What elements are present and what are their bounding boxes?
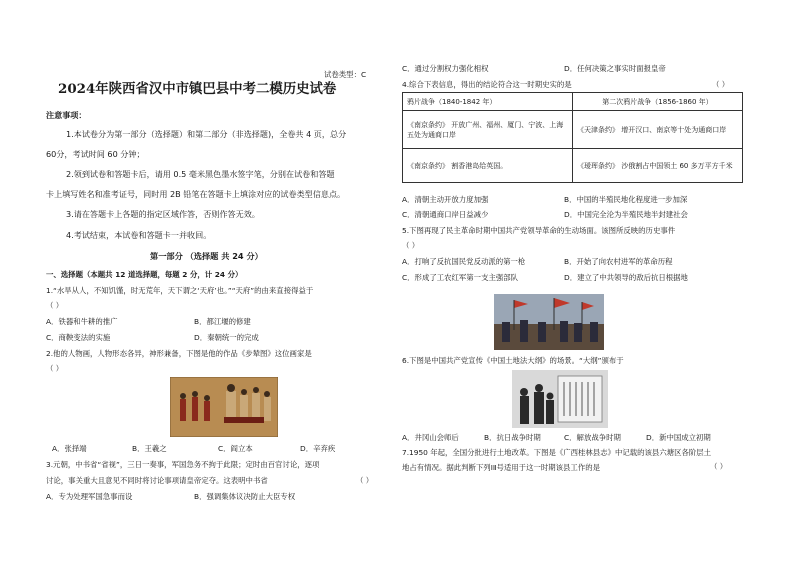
page-title: 2024年陕西省汉中市镇巴县中考二模历史试卷 (58, 81, 337, 97)
q4-option-c: C．清朝通商口岸日益减少 (402, 210, 489, 219)
q3-stem-2: 讨论，事关重大且意见不同时将讨论事项请皇帝定夺。这表明中书省 (46, 476, 268, 485)
land-law-propaganda-image (512, 370, 608, 428)
note-line-2: 60分，考试时间 60 分钟； (46, 149, 145, 159)
q4-option-b: B．中国的半殖民地化程度进一步加深 (564, 195, 688, 204)
q3-paren: （ ） (356, 476, 374, 485)
q6-option-c: C．解放战争时期 (564, 433, 621, 442)
note-line-4: 卡上填写姓名和准考证号，同时用 2B 铅笔在答题卡上填涂对应的试卷类型信息点。 (46, 189, 346, 199)
note-line-6: 4.考试结束，本试卷和答题卡一并收回。 (66, 230, 212, 240)
table-cell-nanjing-ports: 《南京条约》 开放广州、福州、厦门、宁波、上海五处为通商口岸 (403, 111, 573, 149)
q7-stem-1: 7.1950 年起，全国分批进行土地改革。下图是《广西桂林县志》中记载的该县六塘区各阶层土 (402, 448, 712, 457)
table-cell-tianjin-ports: 《天津条约》 增开汉口、南京等十处为通商口岸 (573, 111, 743, 149)
q3-option-d: D．任何决策之事实时面报皇帝 (564, 64, 666, 73)
q1-stem: 1.“水旱从人，不知饥馑，时无荒年，天下谓之‘天府’也。”“天府”的由来直接得益于 (46, 286, 314, 295)
q3-option-c: C．通过分割权力强化相权 (402, 64, 489, 73)
q3-stem-1: 3.元朝，中书省“省视”，三日一奏事，军国急务不拘于此限；定时由百官讨论，逐项 (46, 460, 320, 469)
q5-option-a: A．打响了反抗国民党反动派的第一枪 (402, 257, 526, 266)
q7-stem-2: 地占有情况。据此判断下列ⅠⅡ号适用于这一时期该县工作的是 (402, 463, 600, 472)
q4-stem: 4.综合下表信息，得出的结论符合这一时期史实的是 (402, 80, 572, 89)
q2-paren: （ ） (46, 364, 64, 373)
exam-type: 试卷类型：C (324, 70, 367, 79)
q1-paren: （ ） (46, 301, 64, 310)
table-header-second-opium-war: 第二次鸦片战争（1856-1860 年） (573, 93, 743, 111)
uprising-painting-image (494, 294, 604, 350)
q1-option-b: B．都江堰的修建 (194, 317, 251, 326)
q5-option-c: C．形成了工农红军第一支主强部队 (402, 273, 519, 282)
section1-title: 第一部分 （选择题 共 24 分） (150, 251, 263, 261)
q2-option-c: C．阎立本 (218, 444, 253, 453)
table-cell-nanjing-hongkong: 《南京条约》 割香港岛给英国。 (403, 149, 573, 183)
q3-option-a: A．专为处理军国急事而设 (46, 492, 133, 501)
q5-paren: （ ） (402, 241, 420, 250)
q6-option-b: B．抗日战争时期 (484, 433, 541, 442)
q3-option-b: B．强调集体议决防止大臣专权 (194, 492, 296, 501)
table-header-opium-war: 鸦片战争（1840-1842 年） (403, 93, 573, 111)
section1-instruction: 一、选择题（本题共 12 道选择题，每题 2 分，计 24 分） (46, 270, 243, 279)
q7-paren: （ ） (710, 462, 728, 471)
q2-stem: 2.他的人物画，人物形态各异，神形兼备，下图是他的作品《步辇图》这位画家是 (46, 349, 312, 358)
q1-option-d: D．秦朝统一的完成 (194, 333, 259, 342)
q2-option-a: A．张择端 (52, 444, 87, 453)
q6-stem: 6.下图是中国共产党宣传《中国土地法大纲》的场景。“大纲”颁布于 (402, 356, 624, 365)
q4-option-a: A．清朝主动开放力度加强 (402, 195, 489, 204)
note-line-1: 1.本试卷分为第一部分（选择题）和第二部分（非选择题)，全卷共 4 页，总分 (66, 129, 347, 139)
bunian-painting-image (170, 377, 278, 437)
table-cell-aigun-territory: 《瑷珲条约》 沙俄割占中国领土 60 多万平方千米 (573, 149, 743, 183)
q5-stem: 5.下图再现了民主革命时期中国共产党领导革命的生动场面。该图所反映的历史事件 (402, 226, 676, 235)
q4-paren: （ ） (712, 80, 730, 89)
q5-option-d: D．建立了中共领导的敌后抗日根据地 (564, 273, 688, 282)
q2-option-b: B．王羲之 (132, 444, 167, 453)
note-line-3: 2.领到试卷和答题卡后，请用 0.5 毫米黑色墨水签字笔，分别在试卷和答题 (66, 169, 335, 179)
q2-option-d: D．辛弃疾 (300, 444, 336, 453)
q1-option-a: A．铁器和牛耕的推广 (46, 317, 118, 326)
treaty-table (402, 92, 743, 183)
q1-option-c: C．商鞅变法的实施 (46, 333, 111, 342)
q5-option-b: B．开始了向农村进军的革命历程 (564, 257, 673, 266)
notes-heading: 注意事项： (46, 110, 87, 120)
q6-option-d: D．新中国成立初期 (646, 433, 711, 442)
q6-option-a: A．井冈山会师后 (402, 433, 459, 442)
note-line-5: 3.请在答题卡上各题的指定区域作答，否则作答无效。 (66, 209, 260, 219)
q4-option-d: D．中国完全沦为半殖民地半封建社会 (564, 210, 688, 219)
